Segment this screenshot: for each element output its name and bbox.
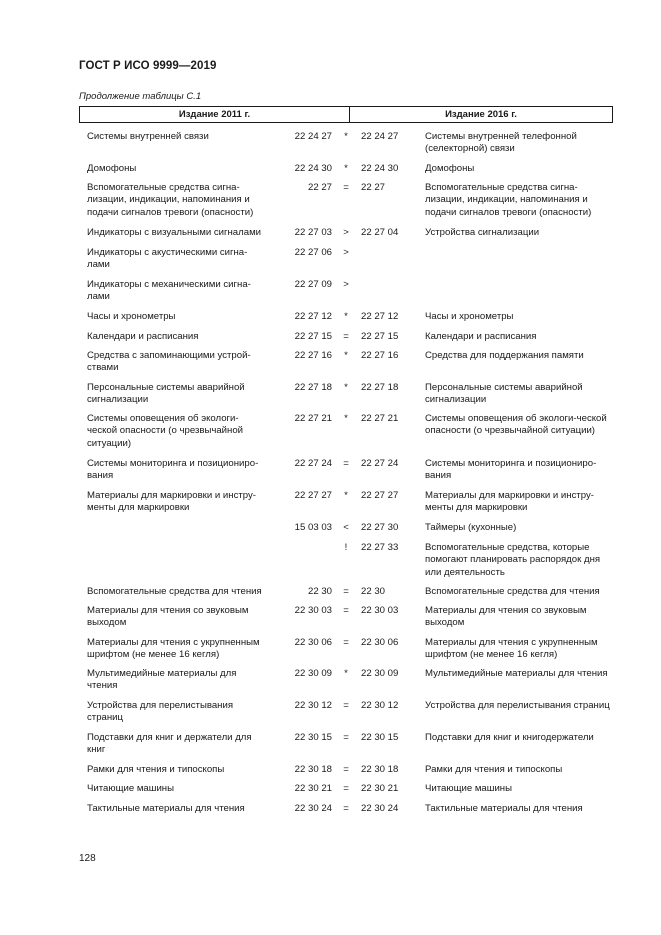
name-2016: Системы мониторинга и позициониро-вания — [425, 458, 597, 482]
relation-symbol: * — [344, 413, 348, 424]
code-2016: 22 30 12 — [361, 700, 399, 711]
name-2011: Индикаторы с механическими сигна-лами — [87, 279, 251, 303]
code-2016: 22 30 06 — [361, 637, 399, 648]
name-2011: Календари и расписания — [87, 331, 199, 342]
relation-symbol: > — [343, 227, 349, 238]
code-2011: 22 24 27 — [294, 131, 332, 142]
name-2011: Индикаторы с визуальными сигналами — [87, 227, 262, 238]
name-2011: Системы оповещения об экологи-ческой опасности (о чрезвычайной ситуации) — [87, 413, 244, 449]
code-2011: 22 30 12 — [294, 700, 332, 711]
code-2016: 22 27 15 — [361, 331, 399, 342]
code-2011: 22 27 15 — [294, 331, 332, 342]
code-2016: 22 24 30 — [361, 163, 399, 174]
code-2016: 22 27 33 — [361, 542, 399, 553]
name-2016: Устройства для перелистывания страниц — [425, 700, 610, 711]
page-number: 128 — [79, 853, 96, 864]
name-2011: Часы и хронометры — [87, 311, 176, 322]
code-2011: 15 03 03 — [294, 522, 332, 533]
name-2011: Индикаторы с акустическими сигна-лами — [87, 247, 248, 271]
code-2016: 22 30 24 — [361, 803, 399, 814]
relation-symbol: = — [343, 586, 349, 597]
relation-symbol: = — [343, 331, 349, 342]
code-2011: 22 30 24 — [294, 803, 332, 814]
header-edition-2016: Издание 2016 г. — [349, 107, 612, 122]
name-2011: Подставки для книг и держатели для книг — [87, 732, 252, 756]
code-2011: 22 27 12 — [294, 311, 332, 322]
relation-symbol: * — [344, 311, 348, 322]
relation-symbol: = — [343, 783, 349, 794]
code-2016: 22 30 18 — [361, 764, 399, 775]
name-2011: Персональные системы аварийной сигнализации — [87, 382, 245, 406]
name-2016: Материалы для чтения с укрупненным шрифтом (не менее 16 кегля) — [425, 637, 598, 661]
relation-symbol: * — [344, 490, 348, 501]
code-2016: 22 27 — [361, 182, 386, 193]
name-2016: Вспомогательные средства для чтения — [425, 586, 600, 597]
code-2016: 22 27 16 — [361, 350, 399, 361]
code-2016: 22 30 09 — [361, 668, 399, 679]
code-2016: 22 30 15 — [361, 732, 399, 743]
name-2011: Мультимедийные материалы для чтения — [87, 668, 237, 692]
name-2016: Системы оповещения об экологи-ческой опасности (о чрезвычайной ситуации) — [425, 413, 607, 437]
name-2011: Домофоны — [87, 163, 137, 174]
name-2011: Тактильные материалы для чтения — [87, 803, 245, 814]
name-2011: Вспомогательные средства для чтения — [87, 586, 262, 597]
code-2016: 22 27 12 — [361, 311, 399, 322]
name-2016: Рамки для чтения и типоскопы — [425, 764, 563, 775]
document-code: ГОСТ Р ИСО 9999—2019 — [79, 60, 217, 72]
name-2016: Мультимедийные материалы для чтения — [425, 668, 608, 679]
code-2016: 22 30 03 — [361, 605, 399, 616]
name-2011: Средства с запоминающими устрой-ствами — [87, 350, 251, 374]
name-2016: Персональные системы аварийной сигнализации — [425, 382, 583, 406]
code-2011: 22 27 16 — [294, 350, 332, 361]
name-2011: Устройства для перелистывания страниц — [87, 700, 234, 724]
name-2011: Материалы для чтения со звуковым выходом — [87, 605, 249, 629]
name-2016: Вспомогательные средства сигна-лизации, индикации, напоминания и подачи сигналов тревоги (опасности) — [425, 182, 592, 218]
code-2016: 22 24 27 — [361, 131, 399, 142]
code-2011: 22 30 18 — [294, 764, 332, 775]
name-2016: Тактильные материалы для чтения — [425, 803, 583, 814]
code-2011: 22 27 27 — [294, 490, 332, 501]
code-2016: 22 27 30 — [361, 522, 399, 533]
code-2011: 22 27 06 — [294, 247, 332, 258]
code-2011: 22 30 15 — [294, 732, 332, 743]
relation-symbol: > — [343, 247, 349, 258]
name-2016: Материалы для чтения со звуковым выходом — [425, 605, 587, 629]
relation-symbol: * — [344, 350, 348, 361]
code-2011: 22 30 21 — [294, 783, 332, 794]
name-2011: Рамки для чтения и типоскопы — [87, 764, 225, 775]
name-2011: Материалы для маркировки и инстру-менты для маркировки — [87, 490, 256, 514]
name-2011: Читающие машины — [87, 783, 175, 794]
name-2016: Таймеры (кухонные) — [425, 522, 517, 533]
relation-symbol: < — [343, 522, 349, 533]
code-2016: 22 30 21 — [361, 783, 399, 794]
code-2016: 22 27 04 — [361, 227, 399, 238]
name-2016: Устройства сигнализации — [425, 227, 540, 238]
code-2011: 22 30 09 — [294, 668, 332, 679]
name-2016: Читающие машины — [425, 783, 513, 794]
code-2011: 22 27 09 — [294, 279, 332, 290]
name-2016: Часы и хронометры — [425, 311, 514, 322]
name-2016: Средства для поддержания памяти — [425, 350, 584, 361]
name-2016: Материалы для маркировки и инстру-менты для маркировки — [425, 490, 594, 514]
relation-symbol: = — [343, 182, 349, 193]
code-2016: 22 27 18 — [361, 382, 399, 393]
relation-symbol: * — [344, 131, 348, 142]
name-2016: Вспомогательные средства, которые помогают планировать распорядок дня или деятельность — [425, 542, 601, 578]
code-2011: 22 27 — [307, 182, 332, 193]
name-2011: Материалы для чтения с укрупненным шрифтом (не менее 16 кегля) — [87, 637, 260, 661]
code-2011: 22 27 24 — [294, 458, 332, 469]
name-2011: Системы мониторинга и позициониро-вания — [87, 458, 259, 482]
name-2011: Системы внутренней связи — [87, 131, 209, 142]
relation-symbol: ! — [344, 542, 348, 553]
name-2011: Вспомогательные средства сигна-лизации, индикации, напоминания и подачи сигналов тревоги (опасности) — [87, 182, 254, 218]
relation-symbol: * — [344, 163, 348, 174]
relation-symbol: = — [343, 700, 349, 711]
code-2011: 22 30 06 — [294, 637, 332, 648]
table-header — [79, 106, 613, 123]
name-2016: Системы внутренней телефонной (селекторной) связи — [425, 131, 577, 155]
name-2016: Домофоны — [425, 163, 475, 174]
relation-symbol: = — [343, 803, 349, 814]
code-2011: 22 30 — [307, 586, 332, 597]
code-2016: 22 30 — [361, 586, 386, 597]
name-2016: Подставки для книг и книгодержатели — [425, 732, 594, 743]
code-2011: 22 24 30 — [294, 163, 332, 174]
code-2011: 22 27 18 — [294, 382, 332, 393]
relation-symbol: = — [343, 732, 349, 743]
relation-symbol: = — [343, 637, 349, 648]
code-2011: 22 30 03 — [294, 605, 332, 616]
code-2016: 22 27 21 — [361, 413, 399, 424]
code-2016: 22 27 27 — [361, 490, 399, 501]
relation-symbol: > — [343, 279, 349, 290]
table-caption: Продолжение таблицы С.1 — [79, 91, 202, 102]
relation-symbol: * — [344, 382, 348, 393]
relation-symbol: = — [343, 605, 349, 616]
relation-symbol: * — [344, 668, 348, 679]
code-2011: 22 27 03 — [294, 227, 332, 238]
code-2011: 22 27 21 — [294, 413, 332, 424]
relation-symbol: = — [343, 458, 349, 469]
header-edition-2011: Издание 2011 г. — [178, 109, 251, 120]
name-2016: Календари и расписания — [425, 331, 537, 342]
code-2016: 22 27 24 — [361, 458, 399, 469]
relation-symbol: = — [343, 764, 349, 775]
